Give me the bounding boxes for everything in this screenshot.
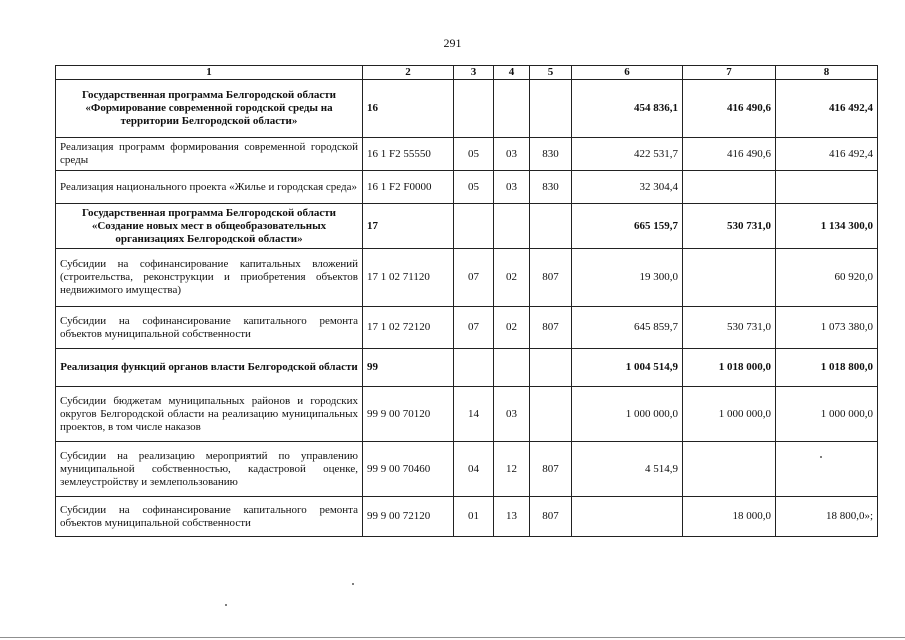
row-col-3 (454, 349, 494, 387)
row-name: Субсидии на софинансирование капитальных вложений (строительства, реконструкции и приобретения объектов недвижимого имущества) (56, 249, 363, 307)
row-code: 99 9 00 70120 (363, 387, 454, 442)
row-name: Субсидии на софинансирование капитального ремонта объектов муниципальной собственности (56, 497, 363, 537)
row-name: Реализация программ формирования современной городской среды (56, 138, 363, 171)
scan-edge-line (0, 637, 905, 638)
header-col-7: 7 (683, 66, 776, 80)
row-col-3 (454, 204, 494, 249)
budget-table (55, 65, 878, 537)
row-value-7: 530 731,0 (683, 204, 776, 249)
row-value-8: 18 800,0»; (776, 497, 878, 537)
row-code: 16 1 F2 55550 (363, 138, 454, 171)
row-value-8 (776, 442, 878, 497)
scan-speck (820, 456, 822, 458)
header-col-2: 2 (363, 66, 454, 80)
row-value-7: 1 000 000,0 (683, 387, 776, 442)
row-value-6: 454 836,1 (572, 80, 683, 138)
row-code: 17 1 02 72120 (363, 307, 454, 349)
row-value-7 (683, 249, 776, 307)
row-col-4: 02 (494, 307, 530, 349)
row-col-5: 807 (530, 497, 572, 537)
row-value-8: 1 073 380,0 (776, 307, 878, 349)
table-row (56, 442, 878, 497)
row-col-4: 02 (494, 249, 530, 307)
table-row (56, 249, 878, 307)
row-code: 99 9 00 70460 (363, 442, 454, 497)
row-value-7: 530 731,0 (683, 307, 776, 349)
row-value-6: 1 000 000,0 (572, 387, 683, 442)
table-row-program-16 (56, 80, 878, 138)
row-value-8: 1 000 000,0 (776, 387, 878, 442)
row-col-5: 807 (530, 249, 572, 307)
row-value-6: 665 159,7 (572, 204, 683, 249)
row-value-8: 1 134 300,0 (776, 204, 878, 249)
row-value-6: 645 859,7 (572, 307, 683, 349)
row-col-3: 04 (454, 442, 494, 497)
row-value-8 (776, 171, 878, 204)
row-value-6: 422 531,7 (572, 138, 683, 171)
row-value-8: 60 920,0 (776, 249, 878, 307)
row-code: 17 1 02 71120 (363, 249, 454, 307)
header-col-1: 1 (56, 66, 363, 80)
row-col-5: 830 (530, 171, 572, 204)
row-col-3: 01 (454, 497, 494, 537)
scan-speck (352, 583, 354, 585)
row-value-7: 416 490,6 (683, 80, 776, 138)
header-col-5: 5 (530, 66, 572, 80)
row-name: Субсидии бюджетам муниципальных районов и городских округов Белгородской области на реализацию муниципальных проектов, в том числе наказов (56, 387, 363, 442)
row-col-4: 03 (494, 171, 530, 204)
row-col-5 (530, 204, 572, 249)
row-value-6: 32 304,4 (572, 171, 683, 204)
table-row (56, 387, 878, 442)
row-name: Субсидии на софинансирование капитального ремонта объектов муниципальной собственности (56, 307, 363, 349)
row-value-7: 18 000,0 (683, 497, 776, 537)
row-value-7: 1 018 000,0 (683, 349, 776, 387)
row-col-5: 807 (530, 307, 572, 349)
row-value-6: 19 300,0 (572, 249, 683, 307)
row-value-8: 416 492,4 (776, 138, 878, 171)
header-col-8: 8 (776, 66, 878, 80)
table-row (56, 171, 878, 204)
row-col-3: 05 (454, 138, 494, 171)
row-code: 17 (363, 204, 454, 249)
row-value-6 (572, 497, 683, 537)
row-name: Государственная программа Белгородской области «Формирование современной городской среды на территории Белгородской области» (56, 80, 363, 138)
header-col-4: 4 (494, 66, 530, 80)
row-col-5 (530, 349, 572, 387)
row-col-5: 830 (530, 138, 572, 171)
row-code: 99 9 00 72120 (363, 497, 454, 537)
row-col-5 (530, 80, 572, 138)
row-col-4 (494, 80, 530, 138)
row-name: Реализация функций органов власти Белгородской области (56, 349, 363, 387)
row-name: Субсидии на реализацию мероприятий по управлению муниципальной собственностью, кадастровой оценке, землеустройству и землепользованию (56, 442, 363, 497)
table-row (56, 307, 878, 349)
row-value-8: 416 492,4 (776, 80, 878, 138)
table-row (56, 497, 878, 537)
row-col-3: 07 (454, 307, 494, 349)
row-col-3 (454, 80, 494, 138)
row-col-3: 05 (454, 171, 494, 204)
scan-speck (225, 604, 227, 606)
row-name: Государственная программа Белгородской области «Создание новых мест в общеобразовательных организациях Белгородской области» (56, 204, 363, 249)
row-code: 16 1 F2 F0000 (363, 171, 454, 204)
page-number: 291 (443, 36, 462, 50)
row-col-5 (530, 387, 572, 442)
row-col-4 (494, 349, 530, 387)
row-col-5: 807 (530, 442, 572, 497)
row-code: 16 (363, 80, 454, 138)
header-row (56, 66, 878, 80)
row-col-4 (494, 204, 530, 249)
row-code: 99 (363, 349, 454, 387)
row-name: Реализация национального проекта «Жилье и городская среда» (56, 171, 363, 204)
row-value-7: 416 490,6 (683, 138, 776, 171)
row-col-4: 13 (494, 497, 530, 537)
table-row-program-17 (56, 204, 878, 249)
row-col-4: 12 (494, 442, 530, 497)
row-col-3: 07 (454, 249, 494, 307)
row-value-7 (683, 171, 776, 204)
header-col-3: 3 (454, 66, 494, 80)
row-col-4: 03 (494, 387, 530, 442)
row-value-6: 1 004 514,9 (572, 349, 683, 387)
row-col-3: 14 (454, 387, 494, 442)
header-col-6: 6 (572, 66, 683, 80)
row-col-4: 03 (494, 138, 530, 171)
row-value-7 (683, 442, 776, 497)
row-value-6: 4 514,9 (572, 442, 683, 497)
table-row-program-99 (56, 349, 878, 387)
row-value-8: 1 018 800,0 (776, 349, 878, 387)
table-row (56, 138, 878, 171)
